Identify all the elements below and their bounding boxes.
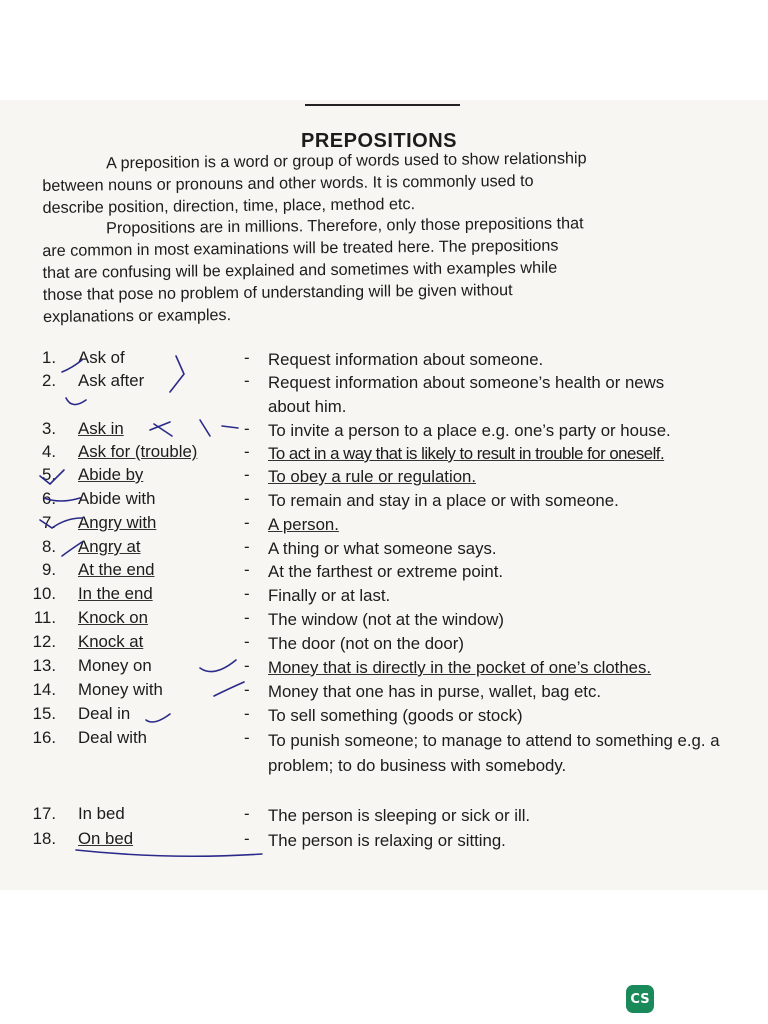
- item-number: 4.: [42, 442, 56, 461]
- intro-line: those that pose no problem of understanding will be given without: [42, 281, 513, 304]
- item-definition: A thing or what someone says.: [268, 539, 497, 558]
- list-item: [22, 465, 752, 489]
- item-term: At the end: [78, 560, 155, 579]
- item-dash: -: [244, 465, 250, 484]
- intro-line: that are confusing will be explained and sometimes with examples while: [42, 258, 558, 282]
- intro-line: Propositions are in millions. Therefore, only those prepositions that: [106, 214, 584, 238]
- item-definition: The person is relaxing or sitting.: [268, 831, 506, 850]
- item-dash: -: [244, 348, 250, 367]
- item-term: Ask in: [78, 419, 124, 438]
- item-definition: Request information about someone.: [268, 350, 544, 369]
- badge-text: CS: [630, 991, 650, 1007]
- item-number: 13.: [32, 656, 56, 675]
- item-definition: To act in a way that is likely to result in trouble for oneself.: [268, 444, 665, 463]
- item-term: Angry with: [78, 513, 157, 532]
- item-number: 5.: [42, 465, 56, 484]
- item-term: Angry at: [78, 537, 141, 556]
- item-dash: -: [244, 560, 250, 579]
- item-definition: Finally or at last.: [268, 586, 391, 605]
- list-item: [22, 513, 752, 537]
- intro-line: A preposition is a word or group of words used to show relationship: [106, 149, 587, 173]
- item-term: In the end: [78, 584, 153, 603]
- item-number: 8.: [42, 537, 56, 556]
- item-number: 12.: [32, 632, 56, 651]
- intro-line: explanations or examples.: [42, 306, 232, 326]
- item-term: Deal in: [78, 704, 131, 723]
- item-dash: -: [244, 442, 250, 461]
- list-item: [22, 608, 752, 632]
- item-definition: To obey a rule or regulation.: [268, 467, 477, 486]
- list-item: [22, 584, 752, 608]
- item-definition: A person.: [268, 515, 339, 534]
- list-item: [22, 704, 752, 728]
- top-rule: [305, 104, 460, 106]
- item-term: Money with: [78, 680, 163, 699]
- item-number: 14.: [32, 680, 56, 699]
- item-dash: -: [244, 419, 250, 438]
- item-term: Deal with: [78, 728, 148, 747]
- list-item: [22, 419, 752, 443]
- item-number: 17.: [32, 804, 56, 823]
- list-item: [22, 560, 752, 584]
- item-dash: -: [244, 704, 250, 723]
- intro-line: between nouns or pronouns and other words. It is commonly used to: [42, 171, 534, 195]
- item-definition: To invite a person to a place e.g. one’s party or house.: [268, 421, 671, 440]
- item-number: 16.: [32, 728, 56, 747]
- intro-paragraph-2: [42, 211, 733, 328]
- page-title: PREPOSITIONS: [300, 130, 458, 152]
- item-dash: -: [244, 537, 250, 556]
- item-number: 9.: [42, 560, 56, 579]
- list-item: [22, 656, 752, 680]
- item-term: In bed: [78, 804, 125, 823]
- item-number: 11.: [33, 608, 56, 627]
- item-term: On bed: [78, 829, 134, 848]
- item-number: 15.: [32, 704, 56, 723]
- camscanner-logo-icon: [626, 985, 654, 1013]
- item-term: Abide by: [78, 465, 144, 484]
- item-number: 10.: [32, 584, 56, 603]
- item-dash: -: [244, 829, 250, 848]
- item-definition: Money that one has in purse, wallet, bag etc.: [268, 682, 602, 701]
- item-definition: The door (not on the door): [268, 634, 464, 653]
- list-item: [22, 442, 752, 466]
- list-item: [22, 537, 752, 561]
- item-number: 1.: [42, 348, 56, 367]
- list-item: [22, 804, 752, 828]
- intro-paragraph-1: [42, 146, 733, 219]
- list-item: [22, 829, 752, 853]
- item-dash: -: [244, 513, 250, 532]
- item-dash: -: [244, 656, 250, 675]
- item-dash: -: [244, 371, 250, 390]
- intro-line: describe position, direction, time, place, method etc.: [42, 195, 416, 217]
- item-definition: The person is sleeping or sick or ill.: [268, 806, 531, 825]
- item-term: Ask after: [78, 371, 145, 390]
- list-item: [22, 680, 752, 704]
- item-term: Ask of: [78, 348, 125, 367]
- item-term: Knock at: [78, 632, 144, 651]
- item-dash: -: [244, 632, 250, 651]
- item-number: 6.: [42, 489, 56, 508]
- item-number: 18.: [32, 829, 56, 848]
- list-item: [22, 348, 752, 372]
- item-term: Knock on: [78, 608, 148, 627]
- item-dash: -: [244, 728, 250, 747]
- item-number: 2.: [42, 371, 56, 390]
- list-item: [22, 728, 752, 775]
- item-number: 3.: [42, 419, 56, 438]
- list-item: [22, 489, 752, 513]
- item-dash: -: [244, 680, 250, 699]
- item-definition: To remain and stay in a place or with someone.: [268, 491, 619, 510]
- item-definition: To punish someone; to manage to attend to something e.g. a problem; to do business with somebody.: [268, 731, 720, 775]
- item-number: 7.: [42, 513, 56, 532]
- item-definition: To sell something (goods or stock): [268, 706, 523, 725]
- item-definition: At the farthest or extreme point.: [268, 562, 504, 581]
- item-term: Money on: [78, 656, 152, 675]
- item-definition: Money that is directly in the pocket of one’s clothes.: [268, 658, 652, 677]
- item-dash: -: [244, 584, 250, 603]
- item-definition: Request information about someone’s health or news about him.: [268, 373, 665, 416]
- item-term: Abide with: [78, 489, 156, 508]
- item-term: Ask for (trouble): [78, 442, 198, 461]
- item-dash: -: [244, 489, 250, 508]
- intro-line: are common in most examinations will be treated here. The prepositions: [42, 236, 559, 260]
- list-item: [22, 632, 752, 656]
- item-definition: The window (not at the window): [268, 610, 504, 629]
- item-dash: -: [244, 608, 250, 627]
- list-item: [22, 371, 752, 416]
- item-dash: -: [244, 804, 250, 823]
